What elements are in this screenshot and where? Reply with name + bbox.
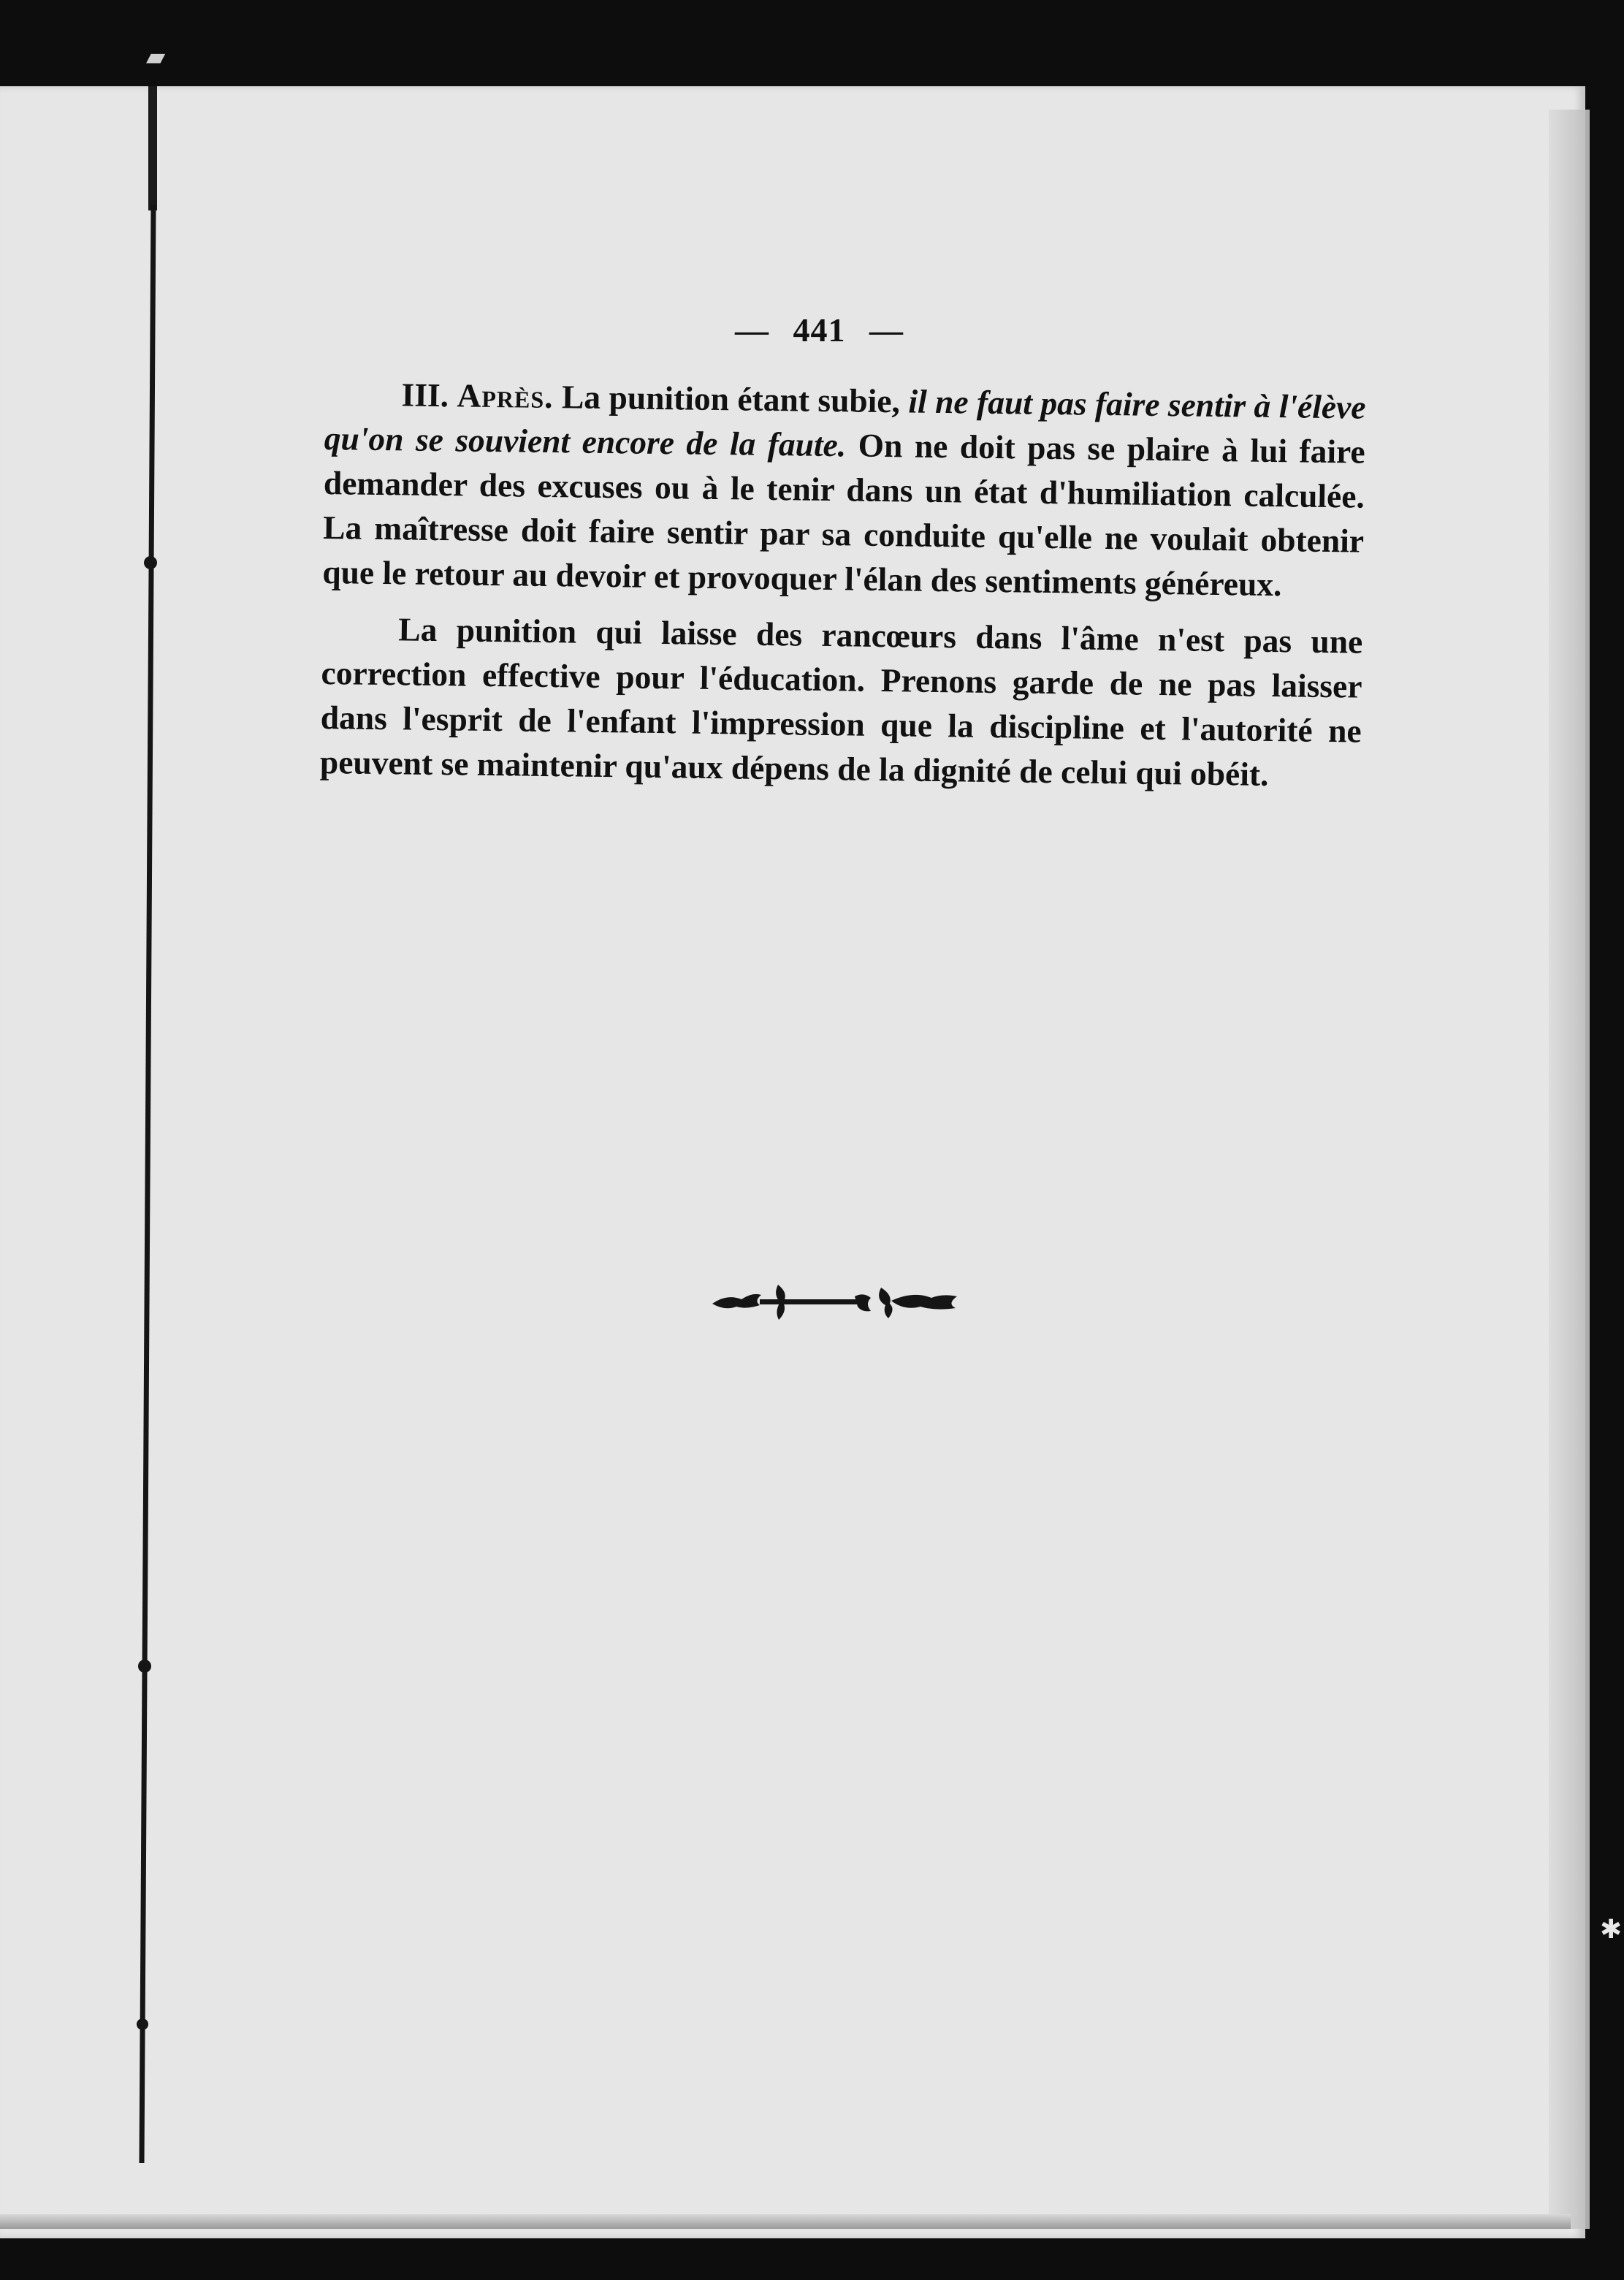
scan-speck: ▰ <box>146 42 166 72</box>
scan-speck: ✱ <box>1600 1915 1623 1945</box>
paragraph-2: La punition qui laisse des rancœurs dans l'âme n'est pas une correction effective pour l'éducation. Prenons garde de ne pas laisser dans l'esprit de l'enfant l'impression que la discipline et l'autorité ne peuvent se maintenir qu'aux dépens de la dignité de celui qui obéit. <box>319 610 1363 793</box>
body-text <box>320 371 1366 798</box>
fleuron-vine-ornament <box>709 1279 961 1323</box>
page-bottom-edge <box>0 2214 1571 2229</box>
paragraph-1-italic-emphasis: il ne faut pas faire sentir à l'élève qu'on se souvient encore de la faute. <box>324 382 1366 464</box>
section-number: III. <box>401 376 449 414</box>
paragraph-1 <box>322 371 1366 608</box>
page-right-edge <box>1549 110 1590 2229</box>
binding-mark <box>148 86 157 210</box>
page-number <box>0 311 1624 349</box>
paragraph-1-text-end: On ne doit pas se plaire à lui faire demander des excuses ou à le tenir dans un état d'humiliation calculée. La maîtresse doit faire sentir par sa conduite qu'elle ne voulait obtenir que le retour au devoir et provoquer l'élan des sentiments généreux. <box>322 426 1366 604</box>
page-number-dash-right: — <box>869 311 904 349</box>
paragraph-1-text-start: La punition étant subie, <box>561 378 901 420</box>
gutter-rule <box>108 205 159 2163</box>
page-number-value: 441 <box>793 311 846 349</box>
page-number-dash-left: — <box>735 311 769 349</box>
section-heading: Après. <box>457 376 554 416</box>
